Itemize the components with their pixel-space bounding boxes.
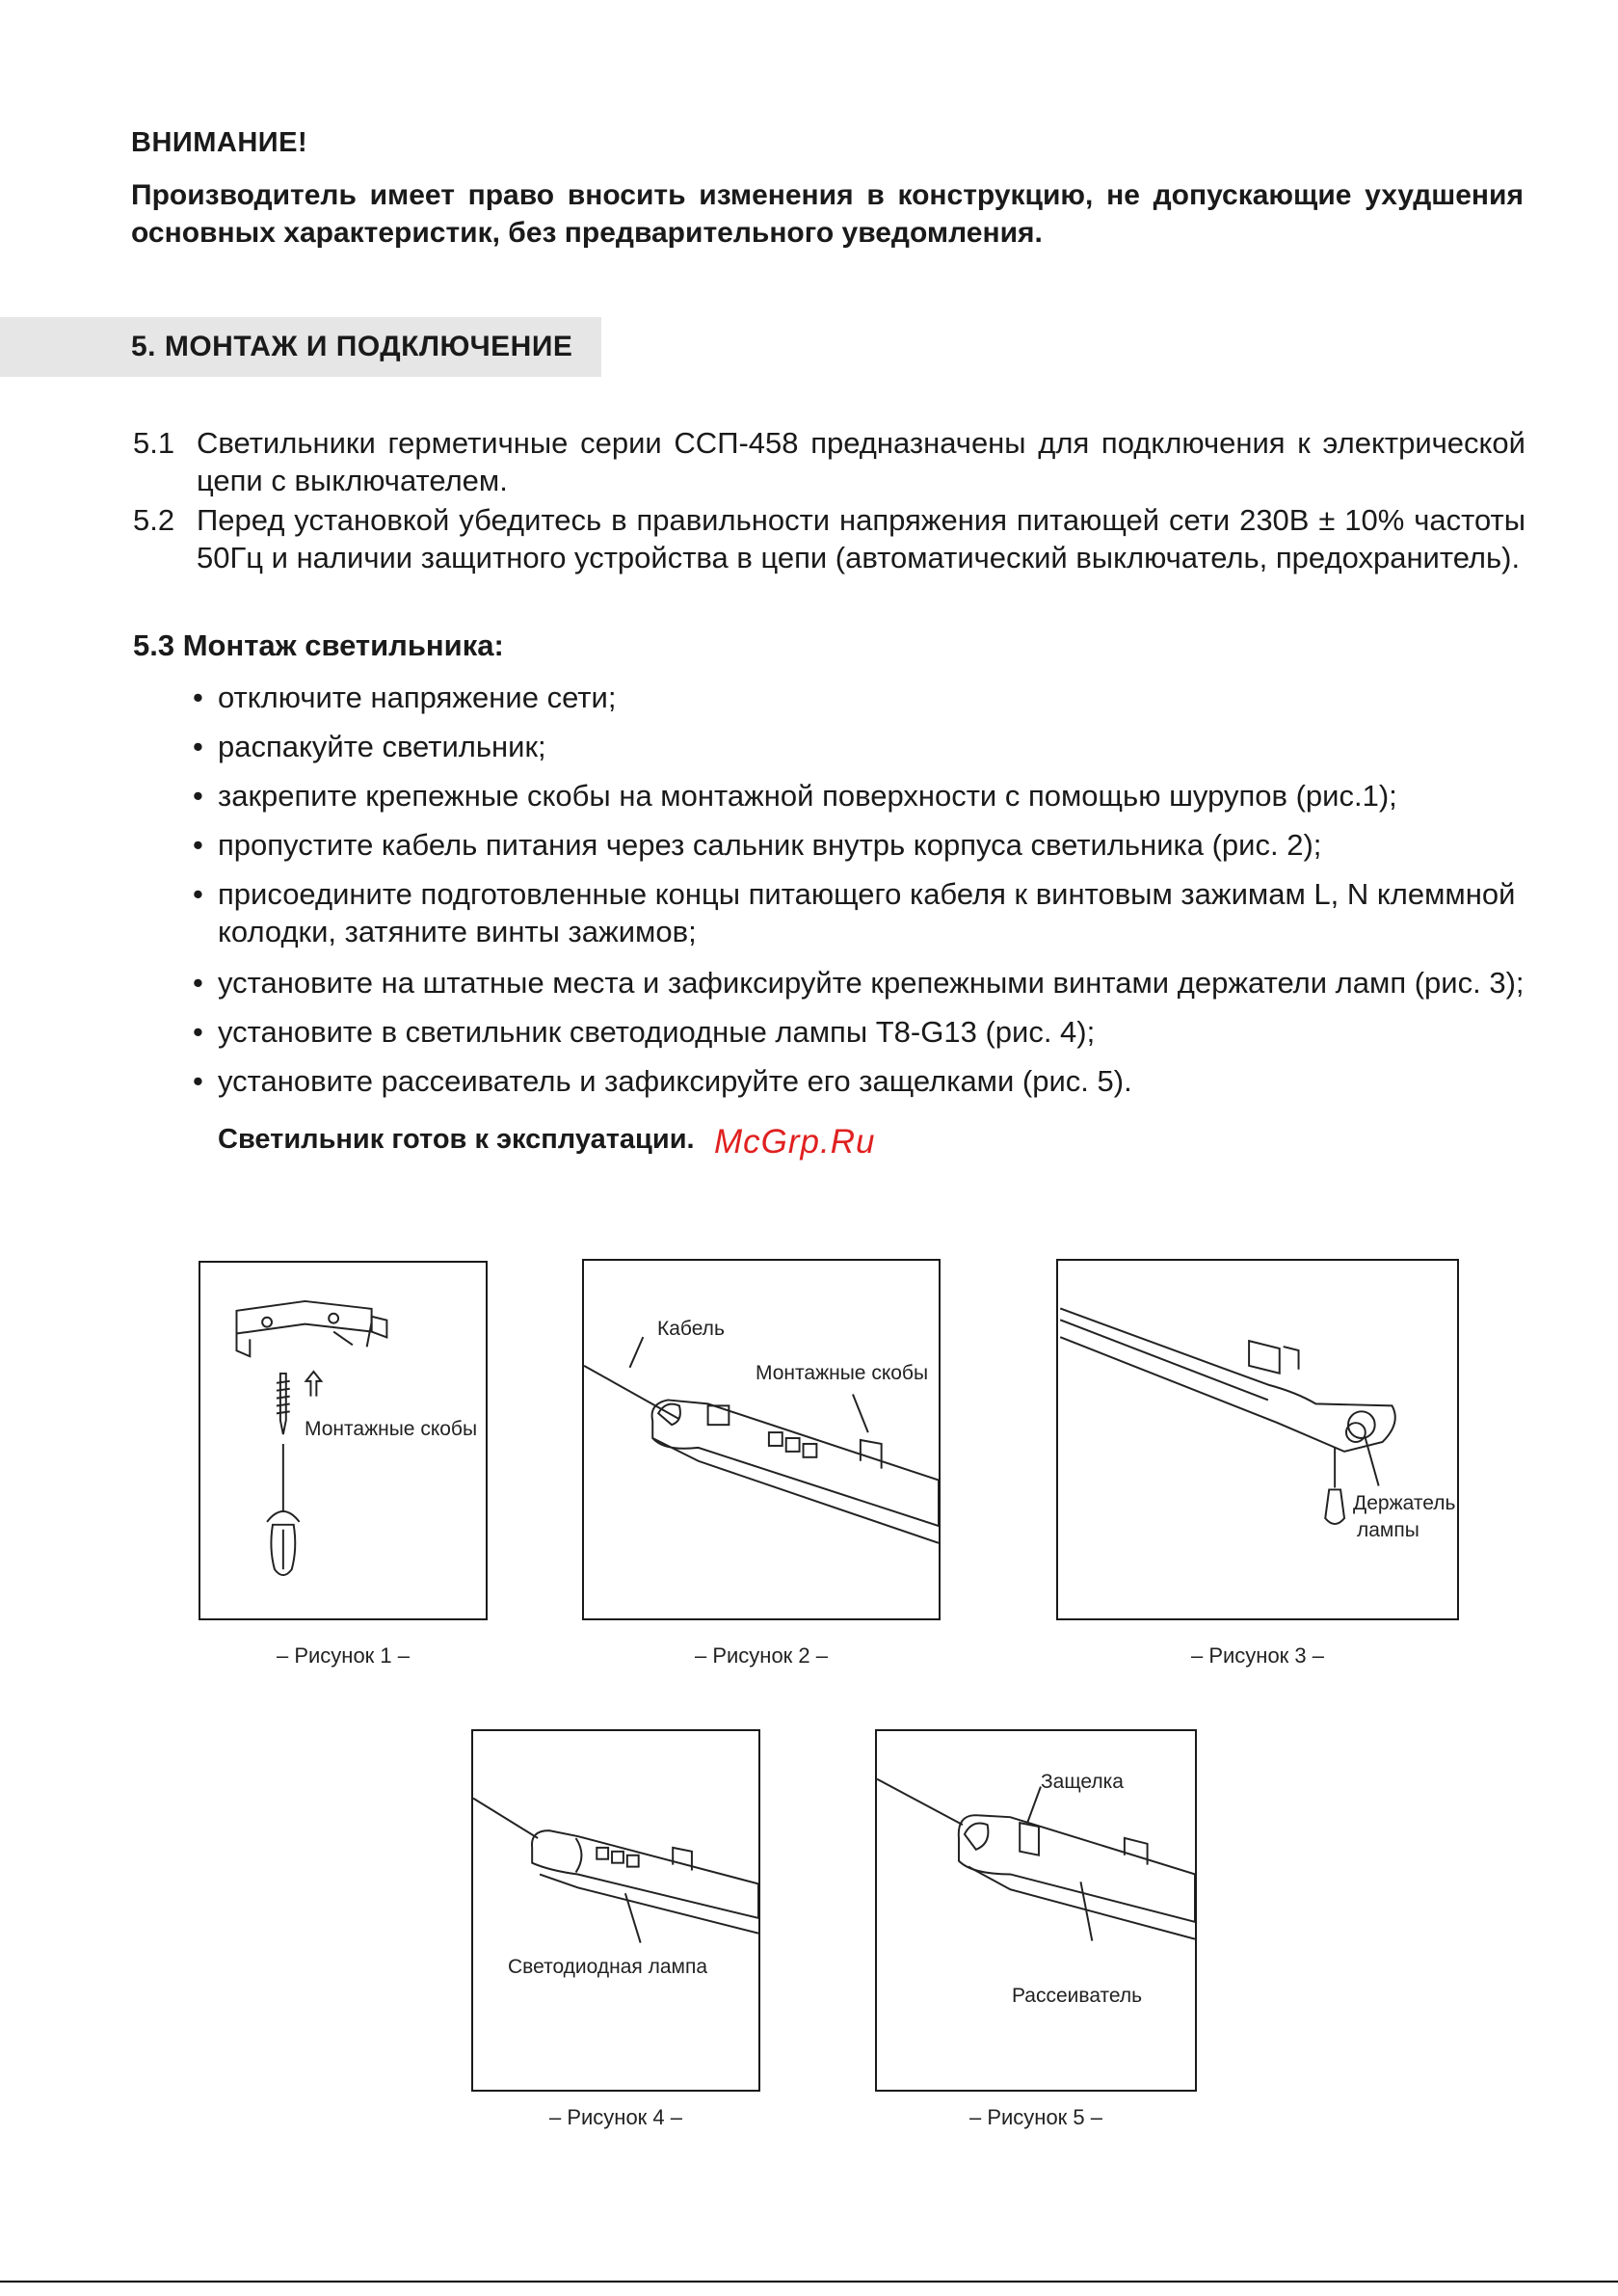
figure-4-caption: – Рисунок 4 – (548, 2105, 682, 2129)
figure-3-label-line1: Держатель (1353, 1492, 1456, 1514)
figure-3-label-line2: лампы (1357, 1519, 1419, 1541)
step-item: • распакуйте светильник; (193, 728, 1532, 765)
figure-5-label-diffuser: Рассеиватель (1012, 1985, 1143, 2007)
item-number: 5.2 (133, 503, 175, 537)
figure-3-label (1353, 1490, 1455, 1544)
figure-1-label: Монтажные скобы (305, 1418, 478, 1440)
ready-text: Светильник готов к эксплуатации. (218, 1124, 695, 1155)
warning-title: ВНИМАНИЕ! (131, 127, 308, 158)
step-text: установите на штатные места и зафиксируйте крепежными винтами держатели ламп (рис. 3); (218, 966, 1525, 1000)
figure-5-label-latch: Защелка (1041, 1771, 1124, 1793)
warning-text: Производитель имеет право вносить изменения в конструкцию, не допускающие ухудшения основных характеристик, без предварительного уведомления. (131, 179, 1524, 249)
step-text: установите в светильник светодиодные лампы T8-G13 (рис. 4); (218, 1015, 1096, 1049)
step-item: • присоедините подготовленные концы питающего кабеля к винтовым зажимам L, N клеммной колодки, затяните винты зажимов; (193, 875, 1532, 950)
figure-2-label-brackets: Монтажные скобы (756, 1362, 929, 1384)
item-text: Перед установкой убедитесь в правильности напряжения питающей сети 230В ± 10% частоты 50Гц и наличии защитного устройства в цепи (автоматический выключатель, предохранитель). (197, 503, 1525, 574)
figure-2-caption: – Рисунок 2 – (694, 1643, 828, 1668)
item-number: 5.1 (133, 426, 175, 460)
led-lamp-illustration (473, 1731, 758, 2090)
item-text: Светильники герметичные серии ССП-458 предназначены для подключения к электрической цепи с выключателем. (197, 426, 1525, 497)
footer-divider (0, 2281, 1618, 2283)
figure-3 (1056, 1259, 1459, 1620)
step-item: • установите в светильник светодиодные лампы T8-G13 (рис. 4); (193, 1013, 1532, 1051)
step-text: закрепите крепежные скобы на монтажной поверхности с помощью шурупов (рис.1); (218, 779, 1397, 813)
figure-5 (875, 1729, 1197, 2092)
step-item: • установите на штатные места и зафиксируйте крепежными винтами держатели ламп (рис. 3); (193, 964, 1532, 1001)
step-text: присоедините подготовленные концы питающего кабеля к винтовым зажимам L, N клеммной колодки, затяните винты зажимов; (218, 877, 1516, 948)
step-item: • пропустите кабель питания через сальник внутрь корпуса светильника (рис. 2); (193, 826, 1532, 864)
item-5-2 (133, 501, 1525, 576)
section-title: 5. МОНТАЖ И ПОДКЛЮЧЕНИЕ (131, 331, 573, 362)
step-item: • отключите напряжение сети; (193, 679, 1532, 716)
item-5-1 (133, 424, 1525, 499)
step-item: • установите рассеиватель и зафиксируйте его защелками (рис. 5). (193, 1062, 1532, 1100)
install-title: 5.3 Монтаж светильника: (133, 628, 504, 662)
lamp-holder-illustration (1058, 1261, 1457, 1618)
figure-1-caption: – Рисунок 1 – (276, 1643, 410, 1668)
figure-2-label-cable: Кабель (657, 1318, 725, 1340)
cable-gland-illustration (584, 1261, 939, 1618)
figure-3-caption: – Рисунок 3 – (1190, 1643, 1324, 1668)
diffuser-illustration (877, 1731, 1195, 2090)
figure-4-label: Светодиодная лампа (508, 1956, 708, 1978)
figure-1 (199, 1261, 488, 1620)
figure-4 (471, 1729, 760, 2092)
step-item: • закрепите крепежные скобы на монтажной поверхности с помощью шурупов (рис.1); (193, 777, 1532, 814)
step-text: отключите напряжение сети; (218, 681, 617, 714)
step-text: установите рассеиватель и зафиксируйте его защелками (рис. 5). (218, 1064, 1132, 1098)
step-text: распакуйте светильник; (218, 730, 546, 763)
figure-2 (582, 1259, 941, 1620)
watermark: McGrp.Ru (714, 1123, 876, 1161)
step-text: пропустите кабель питания через сальник внутрь корпуса светильника (рис. 2); (218, 828, 1322, 862)
figure-5-caption: – Рисунок 5 – (968, 2105, 1102, 2129)
